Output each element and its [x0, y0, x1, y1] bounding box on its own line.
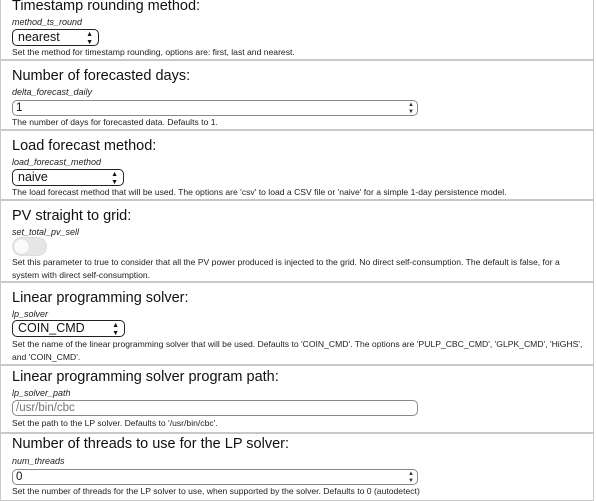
param-name: lp_solver: [12, 309, 49, 319]
section-description: Set the path to the LP solver. Defaults to '/usr/bin/cbc'.: [12, 418, 218, 428]
select-value: nearest: [18, 30, 60, 44]
updown-chevron-icon: ▲ ▼: [86, 31, 93, 46]
section-title: Load forecast method:: [12, 138, 157, 154]
lp-solver-path-input[interactable]: [12, 400, 418, 416]
param-name: num_threads: [12, 456, 65, 466]
spinner-icon[interactable]: ▲ ▼: [408, 102, 414, 115]
select-value: COIN_CMD: [18, 321, 85, 335]
section-forecasted-days: [0, 60, 594, 130]
section-pv-to-grid: [0, 200, 594, 282]
param-name: method_ts_round: [12, 17, 83, 27]
section-title: Number of threads to use for the LP solver:: [12, 436, 289, 452]
section-description: Set the method for timestamp rounding, options are: first, last and nearest.: [12, 47, 295, 57]
section-load-forecast: [0, 130, 594, 200]
section-description: The number of days for forecasted data. Defaults to 1.: [12, 117, 218, 127]
lp-solver-select[interactable]: [12, 320, 125, 337]
select-value: naive: [18, 170, 48, 184]
section-lp-solver-path: [0, 365, 594, 433]
section-lp-solver: [0, 282, 594, 365]
section-timestamp-rounding: [0, 0, 594, 60]
param-name: set_total_pv_sell: [12, 227, 80, 237]
delta-forecast-daily-input[interactable]: [12, 100, 418, 116]
section-title: PV straight to grid:: [12, 208, 132, 224]
section-description: Set the number of threads for the LP solver to use, when supported by the solver. Defaults to 0 (autodetect): [12, 486, 420, 496]
section-title: Timestamp rounding method:: [12, 0, 201, 14]
section-description: Set the name of the linear programming solver that will be used. Defaults to 'COIN_CMD'. The options are 'PULP_CBC_CMD', 'GLPK_CMD', 'HiGHS', and 'COIN_CMD'.: [12, 339, 583, 362]
section-title: Linear programming solver:: [12, 290, 189, 306]
param-name: load_forecast_method: [12, 157, 102, 167]
input-value: 1: [16, 102, 23, 114]
section-description: Set this parameter to true to consider that all the PV power produced is injected to the grid. No direct self-consumption. The default is false, for a system with direct self-consumption.: [12, 257, 560, 280]
section-num-threads: [0, 433, 594, 501]
spinner-icon[interactable]: ▲ ▼: [408, 471, 414, 484]
param-name: delta_forecast_daily: [12, 87, 93, 97]
num-threads-input[interactable]: [12, 469, 418, 485]
input-value: 0: [16, 471, 23, 483]
toggle-knob: [14, 239, 29, 254]
load-forecast-method-select[interactable]: [12, 169, 124, 186]
updown-chevron-icon: ▲ ▼: [112, 322, 119, 337]
updown-chevron-icon: ▲ ▼: [111, 171, 118, 186]
section-title: Linear programming solver program path:: [12, 369, 279, 385]
param-name: lp_solver_path: [12, 388, 71, 398]
section-title: Number of forecasted days:: [12, 68, 191, 84]
method-ts-round-select[interactable]: [12, 29, 99, 46]
set-total-pv-sell-toggle[interactable]: [12, 237, 47, 256]
section-description: The load forecast method that will be used. The options are 'csv' to load a CSV file or 'naive' for a simple 1-day persistence model.: [12, 187, 507, 197]
